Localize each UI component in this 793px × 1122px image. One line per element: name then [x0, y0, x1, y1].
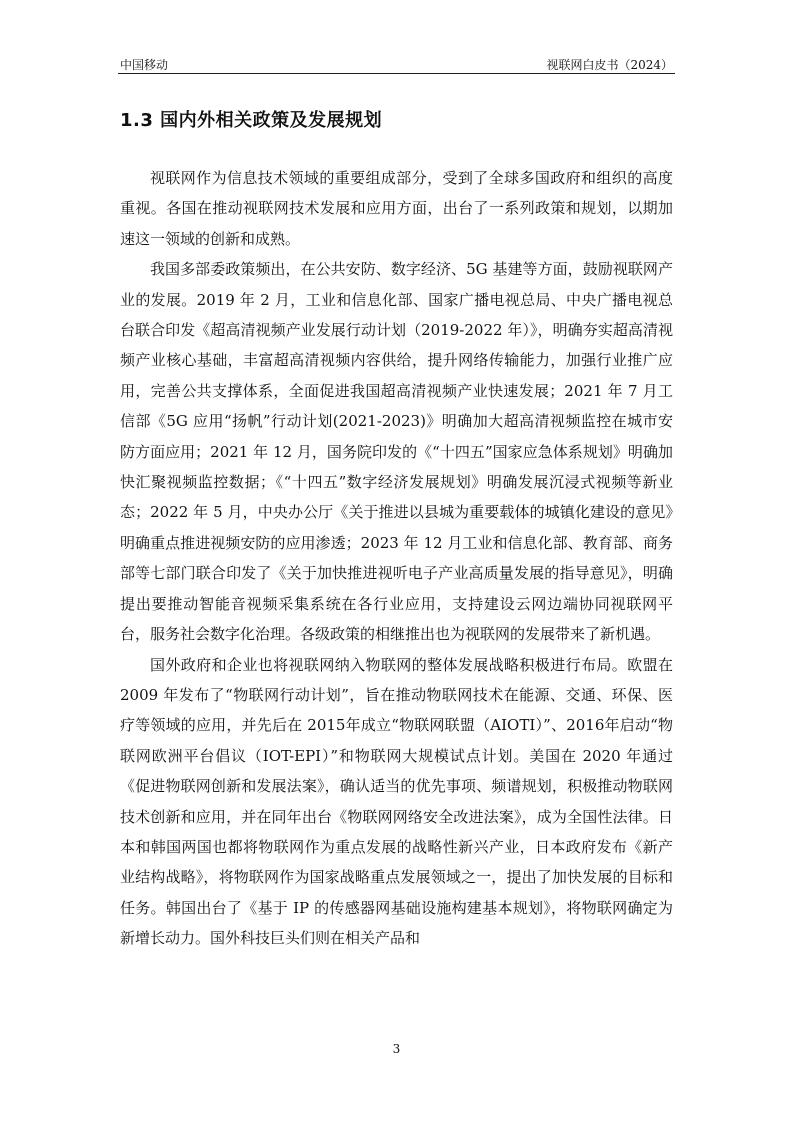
page-header — [118, 52, 675, 74]
header-divider — [118, 73, 675, 74]
paragraph-1: 视联网作为信息技术领域的重要组成部分，受到了全球多国政府和组织的高度重视。各国在推动视联网技术发展和应用方面，出台了一系列政策和规划，以期加速这一领域的创新和成熟。 — [120, 169, 673, 248]
body-text — [120, 163, 673, 954]
section-title: 1.3 国内外相关政策及发展规划 — [120, 110, 383, 131]
paragraph-3: 国外政府和企业也将视联网纳入物联网的整体发展战略积极进行布局。欧盟在 2009 年发布了“物联网行动计划”，旨在推动物联网技术在能源、交通、环保、医疗等领域的应用，并先后在 2015年成立“物联网联盟（AIOTI）”、2016年启动“物联网欧洲平台倡议（IOT-EPI）”和物联网大规模试点计划。美国在 2020 年通过《促进物联网创新和发展法案》，确认适当的优先事项、频谱规划，积极推动物联网技术创新和应用，并在同年出台《物联网网络安全改进法案》，成为全国性法律。日本和韩国两国也都将物联网作为重点发展的战略性新兴产业，日本政府发布《新产业结构战略》，将物联网作为国家战略重点发展领域之一，提出了加快发展的目标和任务。韩国出台了《基于 IP 的传感器网基础设施构建基本规划》，将物联网确定为新增长动力。国外科技巨头们则在相关产品和 — [120, 655, 673, 948]
paragraph-2: 我国多部委政策频出，在公共安防、数字经济、5G 基建等方面，鼓励视联网产业的发展。2019 年 2 月，工业和信息化部、国家广播电视总局、中央广播电视总台联合印发《超高清视频产业发展行动计划（2019-2022 年）》，明确夯实超高清视频产业核心基础，丰富超高清视频内容供给，提升网络传输能力，加强行业推广应用，完善公共支撑体系，全面促进我国超高清视频产业快速发展；2021 年 7 月工信部《5G 应用“扬帆”行动计划(2021-2023)》明确加大超高清视频监控在城市安防方面应用；2021 年 12 月，国务院印发的《“十四五”国家应急体系规划》明确加快汇聚视频监控数据；《“十四五”数字经济发展规划》明确发展沉浸式视频等新业态；2022 年 5 月，中央办公厅《关于推进以县城为重要载体的城镇化建设的意见》明确重点推进视频安防的应用渗透；2023 年 12 月工业和信息化部、教育部、商务部等七部门联合印发了《关于加快推进视听电子产业高质量发展的指导意见》，明确提出要推动智能音视频采集系统在各行业应用，支持建设云网边端协同视联网平台，服务社会数字化治理。各级政策的相继推出也为视联网的发展带来了新机遇。 — [120, 260, 673, 644]
header-left-text: 中国移动 — [120, 58, 169, 72]
header-right-text: 视联网白皮书（2024） — [546, 58, 673, 72]
page-number: 3 — [392, 1042, 401, 1056]
